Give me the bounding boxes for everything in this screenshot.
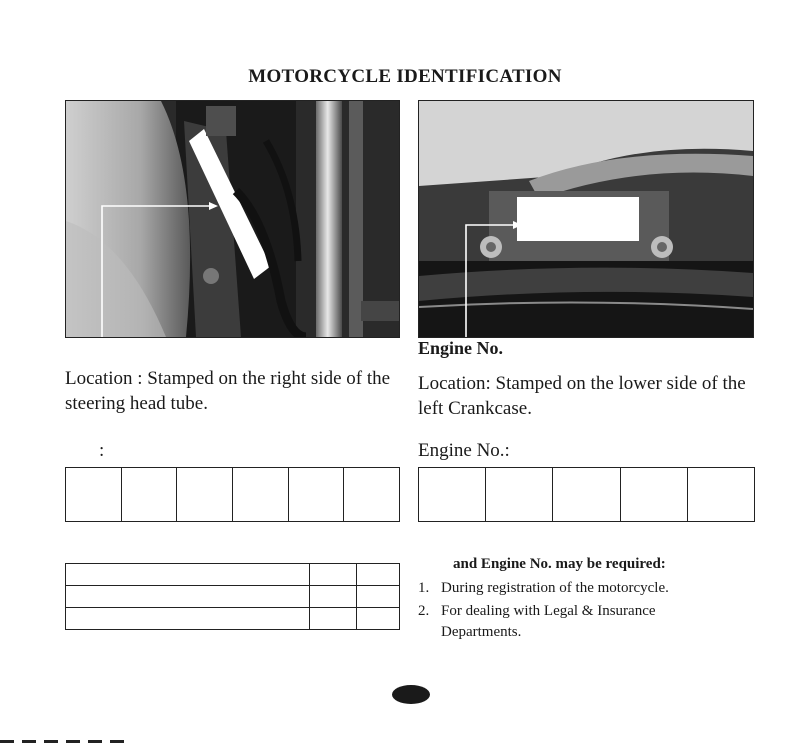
engine-number-cell (688, 468, 754, 521)
table-row (66, 586, 400, 608)
list-item-text: For dealing with Legal & Insurance Departments. (441, 603, 656, 640)
page-title: MOTORCYCLE IDENTIFICATION (248, 66, 562, 87)
list-item (418, 601, 748, 643)
list-item-number: 2. (418, 603, 430, 619)
engine-location-text: Location: Stamped on the lower side of the left Crankcase. (418, 373, 746, 419)
table-cell (357, 586, 400, 608)
table-row (66, 608, 400, 630)
requirements-heading: and Engine No. may be required: (453, 556, 666, 572)
frame-number-cell (233, 468, 289, 521)
list-item (418, 578, 748, 599)
page-number-oval (392, 685, 430, 704)
table-cell (357, 608, 400, 630)
engine-caption: Engine No. (418, 338, 504, 358)
list-item-text: During registration of the motorcycle. (441, 580, 669, 596)
steering-head-photo (65, 100, 400, 338)
requirements-list (418, 578, 748, 643)
table-cell (357, 564, 400, 586)
table-cell (66, 608, 310, 630)
table-row (66, 564, 400, 586)
engine-number-label: Engine No.: (418, 440, 510, 461)
engine-number-grid (418, 467, 755, 522)
engine-number-cell (621, 468, 688, 521)
frame-number-cell (344, 468, 399, 521)
record-table (65, 563, 400, 630)
crankcase-photo (418, 100, 754, 338)
engine-number-cell (553, 468, 620, 521)
table-cell (310, 608, 357, 630)
table-cell (66, 564, 310, 586)
table-cell (66, 586, 310, 608)
engine-number-cell (486, 468, 553, 521)
frame-number-label: : (99, 440, 105, 461)
engine-number-cell (419, 468, 486, 521)
frame-number-cell (122, 468, 178, 521)
frame-number-cell (66, 468, 122, 521)
frame-number-grid (65, 467, 400, 522)
frame-location-text: Location : Stamped on the right side of the steering head tube. (65, 368, 391, 414)
table-cell (310, 564, 357, 586)
frame-number-cell (289, 468, 345, 521)
list-item-number: 1. (418, 580, 430, 596)
frame-number-cell (177, 468, 233, 521)
table-cell (310, 586, 357, 608)
